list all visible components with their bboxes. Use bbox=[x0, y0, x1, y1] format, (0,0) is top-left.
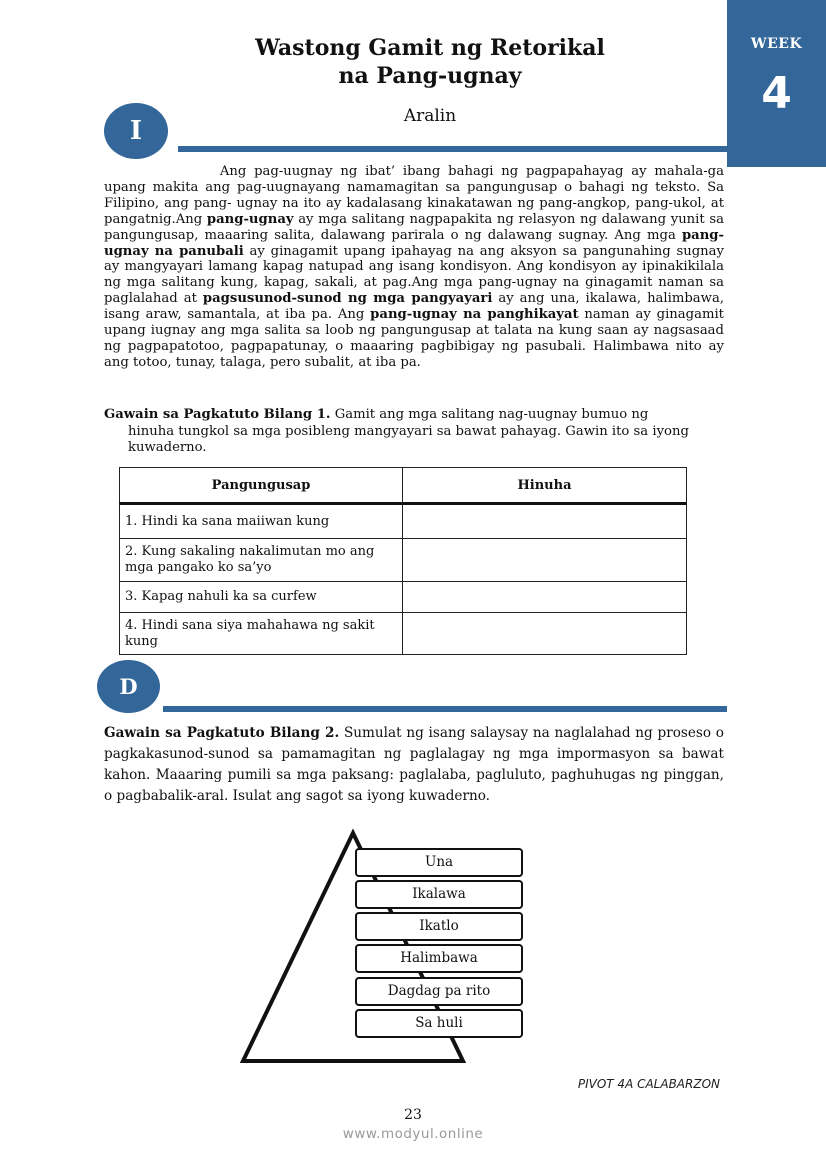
intro-paragraph bbox=[104, 164, 724, 371]
bold-term: pang-ugnay na panubali bbox=[104, 227, 724, 259]
pyramid-step: Halimbawa bbox=[355, 944, 523, 973]
sentence-cell: 4. Hindi sana siya mahahawa ng sakit kung bbox=[120, 613, 403, 655]
paragraph-text: ay ang una, ikalawa, halimbawa, isang araw, samantala, at iba pa. Ang bbox=[104, 291, 725, 323]
section-d-divider bbox=[163, 706, 727, 712]
watermark: www.modyul.online bbox=[342, 1126, 484, 1142]
inference-cell bbox=[403, 613, 687, 655]
task1-label: Gawain sa Pagkatuto Bilang 1. bbox=[104, 407, 331, 422]
header-hinuha: Hinuha bbox=[403, 468, 687, 504]
bold-term: pang-ugnay bbox=[206, 211, 294, 227]
bold-term: pang-ugnay na panghikayat bbox=[370, 307, 579, 323]
pyramid-step: Sa huli bbox=[355, 1009, 523, 1038]
pyramid-step: Ikatlo bbox=[355, 912, 523, 941]
inference-table bbox=[119, 467, 687, 655]
table-row bbox=[120, 613, 687, 655]
section-i-divider bbox=[178, 146, 727, 152]
inference-cell bbox=[403, 582, 687, 613]
page-title bbox=[180, 34, 680, 90]
footer-source: PIVOT 4A CALABARZON bbox=[577, 1077, 720, 1091]
task2-label: Gawain sa Pagkatuto Bilang 2. bbox=[104, 725, 340, 741]
task2-instructions bbox=[104, 723, 724, 807]
bold-term: pagsusunod-sunod ng mga pangyayari bbox=[202, 291, 493, 307]
inference-cell bbox=[403, 539, 687, 582]
sentence-cell: 2. Kung sakaling nakalimutan mo ang mga pangako ko sa’yo bbox=[120, 539, 403, 582]
table-header-row bbox=[120, 468, 687, 504]
paragraph-text: naman ay ginagamit upang iugnay ang mga salita sa loob ng pangungusap at talata na kung saan ay nagsasaad ng pagpapatotoo, pagpapatunay, o maaaring pagbibigay ng pasubali. Halimbawa nito ay ang totoo, tunay, talaga, pero subalit, at iba pa. bbox=[104, 307, 724, 370]
section-d-letter: D bbox=[119, 674, 138, 699]
title-line-2: na Pang-ugnay bbox=[338, 63, 522, 89]
paragraph-text: ay ginagamit upang ipahayag na ang aksyon sa pangunahing sugnay ay mangyayari lamang kapag natupad ang isang kondisyon. Ang kondisyon ay ipinakikilala ng mga salitang kung, kapag, sakali, at pag.Ang mga pang-ugnay na ginagamit naman sa paglalahad at bbox=[104, 243, 724, 307]
week-number: 4 bbox=[761, 68, 792, 119]
page-number: 23 bbox=[404, 1107, 422, 1123]
section-d-badge bbox=[97, 660, 160, 713]
pyramid-step: Dagdag pa rito bbox=[355, 977, 523, 1006]
task1-instructions bbox=[104, 407, 724, 457]
task1-instruction-rest: hinuha tungkol sa mga posibleng mangyayari sa bawat pahayag. Gawin ito sa iyong kuwaderno. bbox=[128, 423, 689, 455]
task1-instruction-line1: Gamit ang mga salitang nag-uugnay bumuo ng bbox=[330, 407, 649, 422]
section-i-badge bbox=[104, 103, 168, 159]
lesson-subtitle: Aralin bbox=[403, 106, 457, 126]
week-label: WEEK bbox=[750, 36, 803, 52]
sentence-cell: 1. Hindi ka sana maiiwan kung bbox=[120, 504, 403, 539]
title-line-1: Wastong Gamit ng Retorikal bbox=[255, 35, 605, 61]
paragraph-text: Ang pag-uugnay ng ibat’ ibang bahagi ng pagpapahayag ay mahala-ga upang makita ang pag-uugnayang namamagitan sa pangungusap o bahagi ng teksto. Sa Filipino, ang pang- ugnay na ito ay kadalasang kinakatawan ng pang-angkop, pang-ukol, at pangatnig.Ang bbox=[104, 164, 724, 227]
pyramid-step: Ikalawa bbox=[355, 880, 523, 909]
table-row bbox=[120, 504, 687, 539]
pyramid-step: Una bbox=[355, 848, 523, 877]
task2-instruction: Sumulat ng isang salaysay na naglalahad ng proseso o pagkakasunod-sunod sa pamamagitan ng paglalagay ng mga impormasyon sa bawat kahon. Maaaring pumili sa mga paksang: paglalaba, pagluluto, paghuhugas ng pinggan, o pagbabalik-aral. Isulat ang sagot sa iyong kuwaderno. bbox=[104, 725, 724, 804]
table-row bbox=[120, 539, 687, 582]
table-row bbox=[120, 582, 687, 613]
section-i-letter: I bbox=[129, 116, 143, 146]
paragraph-text: ay mga salitang nagpapakita ng relasyon ng dalawang yunit sa pangungusap, maaaring salita, dalawang parirala o ng dalawang sugnay. Ang mga bbox=[104, 211, 724, 243]
inference-cell bbox=[403, 504, 687, 539]
header-pangungusap: Pangungusap bbox=[120, 468, 403, 504]
sentence-cell: 3. Kapag nahuli ka sa curfew bbox=[120, 582, 403, 613]
